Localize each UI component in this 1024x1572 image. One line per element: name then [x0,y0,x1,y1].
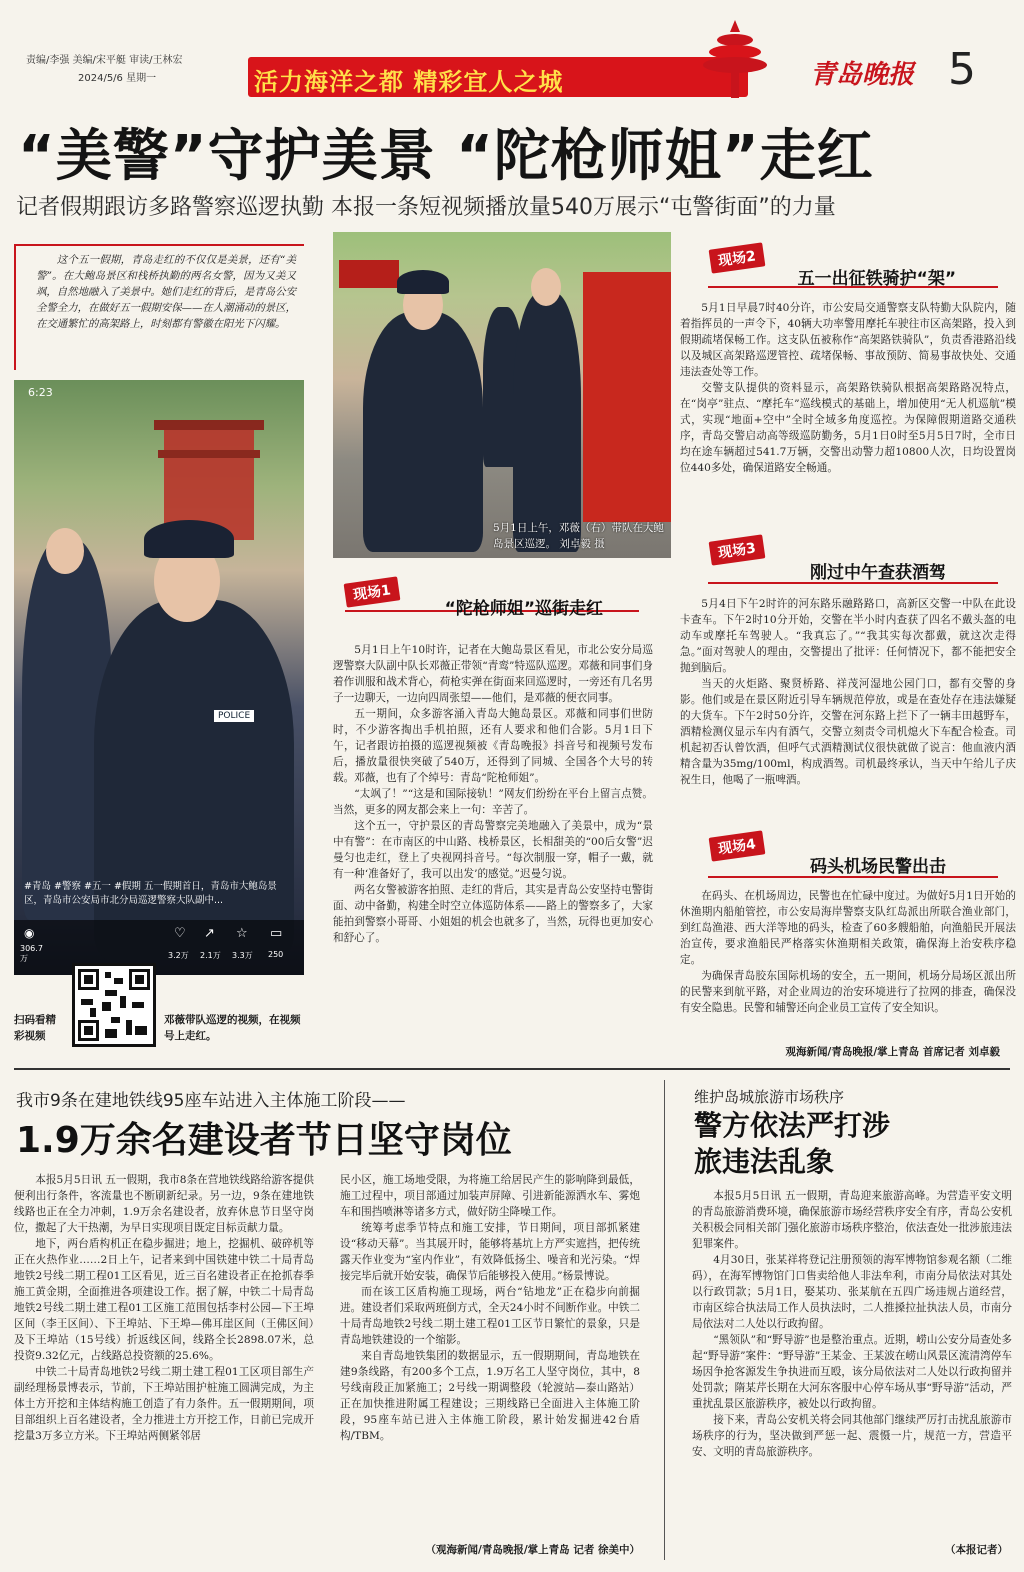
comment-icon[interactable]: ▭ [270,926,283,941]
comments-count: 250 [268,950,284,959]
phone-caption: #青岛 #警察 #五一 #假期 五一假期首日，青岛市大鲍岛景区，青岛市公安局市北分局巡逻警察大队副中... [24,881,277,906]
tourism-para: 接下来，青岛公安机关将会同其他部门继续严厉打击扰乱旅游市场秩序的行为，坚决做到严惩一起、震慑一片，规范一方，营造平安、文明的青岛旅游秩序。 [692,1414,1012,1458]
officer-right2 [513,292,581,552]
sec3-title: 刚过中午查获酒驾 [810,563,946,583]
main-byline: 观海新闻/青岛晚报/掌上青岛 首席记者 刘卓毅 [785,1046,1000,1058]
main-headline: “美警”守护美景 “陀枪师姐”走红 [18,124,874,189]
shares-count: 2.1万 [200,951,221,960]
metro-para: 统筹考虑季节特点和施工安排，节日期间，项目部抓紧建设“移动天幕”。当其展开时，能够将基坑上方严实遮挡，把传统露天作业变为“室内作业”，有效降低扬尘、噪音和光污染。“焊接完毕后就开始安装，确保节后能够投入使用。”杨景博说。 [340,1222,640,1282]
phone-time: 6:23 [28,386,53,399]
main-subhead: 记者假期跟访多路警察巡逻执勤 本报一条短视频播放量540万展示“屯警街面”的力量 [16,195,836,220]
officer-dengwei-cap [397,270,449,294]
slogan-banner [248,57,748,97]
fav-icon[interactable]: ☆ [236,926,248,941]
photo-caption: 5月1日上午，邓薇（右）带队在大鲍岛景区巡逻。 刘卓毅 摄 [493,522,664,550]
sec3-para: 5月4日下午2时许的河东路乐融路路口，高新区交警一中队在此设卡查车。下午2时10分开始，交警在半小时内查获了四名不戴头盔的电动车或摩托车驾驶人。“我真忘了。”“我其实每次都戴，就这次走得急。”面对驾驶人的理由，交警提出了批评：任何情况下，都不能把安全抛到脑后。 [680,598,1016,674]
metro-para: 本报5月5日讯 五一假期，我市8条在营地铁线路给游客提供便利出行条件，客流量也不断刷新纪录。另一边，9条在建地铁线路也正在全力冲刺，1.9万余名建设者，放弃休息节日坚守岗位，撒起了大干热潮，为早日实现项目既定目标贡献力量。 [14,1174,314,1234]
sec3-tag: 现场3 [709,534,766,565]
sec4-banner [708,826,998,878]
red-pavilion [583,272,671,522]
views-icon: ◉ [24,926,35,940]
metro-para: 民小区，施工场地受限，为将施工给居民产生的影响降到最低，施工过程中，项目部通过加装声屏障、引进新能源洒水车、雾炮车和围挡喷淋等诸多方式，做好防尘降噪工作。 [340,1174,640,1218]
patrol-photo [333,232,671,558]
sec4-tag: 现场4 [709,830,766,861]
sec1-banner [345,578,639,619]
police-badge: POLICE [214,710,254,722]
header-editors: 责编/李强 美编/宋平艇 审读/王林宏 [26,55,183,66]
sec3-body [680,596,1016,788]
sec1-body [333,642,653,946]
paper-logo: 青岛晚报 [810,60,915,90]
intro-box [14,244,304,370]
tourism-para: “黑领队”和“野导游”也是整治重点。近期，崂山公安分局查处多起“野导游”案件：“野导游”王某金、王某波在崂山风景区流清湾停车场因争抢客源发生争执进而互殴，该分局依法对二人处以行政拘留并处罚款；隋某芹长期在大河东客服中心停车场从事“野导游”活动，严重扰乱景区旅游秩序，被处以行政拘留。 [692,1334,1012,1410]
qr-label-left: 扫码看精彩视频 [14,1014,56,1042]
sec2-body [680,300,1016,476]
tourism-para: 本报5月5日讯 五一假期，青岛迎来旅游高峰。为营造平安文明的青岛旅游消费环境，确保旅游市场经营秩序安全有序，青岛公安机关积极会同相关部门强化旅游市场秩序整治，依法查处一批涉旅违法犯罪案件。 [692,1190,1012,1250]
header-date: 2024/5/6 星期一 [78,73,157,84]
column-divider [664,1080,665,1560]
sec3-banner [708,532,998,584]
metro-para: 来自青岛地铁集团的数据显示，五一假期期间，青岛地铁在建9条线路，有200多个工点，1.9万名工人坚守岗位，其中，8号线南段正加紧施工；2号线一期调整段（轮渡站—泰山路站）正在加快推进附属工程建设；三期线路已全面进入主体施工阶段，95座车站已进入主体施工阶段，累计始发掘进42台盾构/TBM。 [340,1350,640,1442]
sec2-banner [708,238,998,288]
sec3-para: 当天的火炬路、聚贤桥路、祥茂河湿地公园门口，都有交警的身影。他们或是在景区附近引导车辆规范停放，或是在查处存在违法嫌疑的大货车。下午2时50分许，交警在河东路上拦下了一辆丰田越野车，酒精检测仪显示车内有酒气，交警立刻责令司机熄火下车配合检查。司机起初否认曾饮酒，但呼气式酒精测试仪很快就做了说言：他血液内酒精含量为35mg/100ml，构成酒驾。司机最终承认，当天中午给儿子庆祝生日，他喝了一瓶啤酒。 [680,678,1016,786]
sec4-body [680,888,1016,1016]
officer-dengwei [363,312,483,552]
sec1-para: “太飒了！”“这是和国际接轨！”网友们纷纷在平台上留言点赞。当然，更多的网友都会来上一句：辛苦了。 [333,788,653,816]
sec2-para: 5月1日早晨7时40分许，市公安局交通警察支队特勤大队院内，随着指挥员的一声令下，40辆大功率警用摩托车驶往市区高架路，投入到假期疏堵保畅工作。这支队伍被称作“高架路铁骑队”，负责香港路沿线以及城区高架路巡逻管控、疏堵保畅、事故预防、简易事故快处、交通违法查处等工作。 [680,302,1016,378]
sec1-para: 两名女警被游客拍照、走红的背后，其实是青岛公安坚持屯警街面、动中备勤，构建全时空立体巡防体系——路上的警察多了，大家能拍到警察小哥哥、小姐姐的机会也就多了，当然，玩得也更加安心和舒心了。 [333,884,653,944]
officer-right2-head [531,268,561,306]
metro-para: 中铁二十局青岛地铁2号线二期土建工程01工区项目部生产副经理杨景博表示，节前，下王埠站围护桩施工圆满完成，为主体土方开挖和主体结构施工创造了有力条件。五一假期期间，项目部组织上百名建设者，全力推进土方开挖工作，日前已完成开挖量3万多立方米。下王埠站两侧紧邻居 [14,1366,314,1442]
likes-count: 3.2万 [168,951,189,960]
sec1-tag: 现场1 [344,576,401,607]
share-icon[interactable]: ↗ [204,926,215,941]
metro-para: 而在该工区盾构施工现场，两台“钻地龙”正在稳步向前掘进。建设者们采取两班倒方式，全天24小时不间断作业。中铁二十局青岛地铁2号线二期土建工程01工区节日繁忙的景象，只是青岛地铁建设的一个缩影。 [340,1286,640,1346]
sec1-para: 五一期间，众多游客涌入青岛大鲍岛景区。邓薇和同事们世防时，不少游客掏出手机拍照，还有人要求和他们合影。5月1日下午，记者跟访拍摄的巡逻视频被《青岛晚报》抖音号和视频号发布后，播放量很快突破了540万，还得到了同城、全国各个大号的转载。邓薇，也有了个绰号：青岛“陀枪师姐”。 [333,708,653,784]
metro-para: 地下，两台盾构机正在稳步掘进；地上，挖掘机、破碎机等正在火热作业……2日上午，记者来到中国铁建中铁二十局青岛地铁2号线二期工程01工区看见，近三百名建设者正在抢抓春季施工黄金期，全面推进各项建设工作。据了解，中铁二十局青岛地铁2号线二期土建工程01工区施工范围包括李村公园—下王埠区间（李王区间）、下王埠站、下王埠—佛耳崖区间（王佛区间）及下王埠站（15号线）折返线区间，线路全长2898.07米，总投资9.32亿元，占线路总投资额的25.6%。 [14,1238,314,1362]
metro-headline: 1.9万余名建设者节日坚守岗位 [16,1120,512,1161]
section-divider [14,1068,1010,1070]
officer-cap [144,520,234,558]
metro-col1 [14,1172,314,1444]
qr-label-right: 邓薇带队巡逻的视频，在视频号上走红。 [164,1014,301,1042]
phone-screenshot [14,380,304,975]
phone-stats-bar [14,920,304,975]
page-number: 5 [948,44,976,95]
qr-code[interactable] [72,963,156,1047]
sec1-title: “陀枪师姐”巡街走红 [444,599,603,619]
metro-kicker: 我市9条在建地铁线95座车站进入主体施工阶段—— [16,1091,406,1111]
intro-text: 这个五一假期，青岛走红的不仅仅是美景，还有“美警”。在大鲍岛景区和栈桥执勤的两名女警，因为又美又飒，自然地融入了美景中。她们走红的背后，是青岛公安全警全力，在做好五一假期安保——在人潮涌动的景区，在交通繁忙的高架路上，时刻都有警徽在阳光下闪耀。 [36,254,296,330]
tourism-body [692,1188,1012,1460]
metro-col2 [340,1172,640,1444]
sec1-para: 5月1日上午10时许，记者在大鲍岛景区看见，市北公安分局巡逻警察大队副中队长邓薇正带领“青鸾”特巡队巡逻。邓薇和同事们身着作训服和战术背心，荷枪实弹在街面来回巡逻时，一旁还有几名男子一边聊天，一边向四周张望——他们，是邓薇的便衣同事。 [333,644,653,704]
sec2-tag: 现场2 [709,242,766,273]
sec4-title: 码头机场民警出击 [810,857,946,877]
views-count: 306.7万 [20,944,43,963]
sec2-para: 交警支队提供的资料显示，高架路铁骑队根据高架路路况特点，在“岗亭”驻点、“摩托车”巡线模式的基础上，增加使用“无人机巡航”模式，实现“地面+空中”全时全域多角度巡控。为保障假期道路交通秩序，青岛交警启动高等级巡防勤务，5月1日0时至5月5日7时，全市日均在途车辆超过541.7万辆，交警出动警力超10800人次，日均设置岗位440多处，确保道路安全畅通。 [680,382,1016,474]
favs-count: 3.3万 [232,951,253,960]
sec1-para: 这个五一，守护景区的青岛警察完美地融入了美景中，成为“景中有警”：在市南区的中山路、栈桥景区，长相甜美的“00后女警”迟曼匀也走红，登上了央视网抖音号。“每次制服一穿，帽子一戴，就有一种‘准备好了，我可以出发’的感觉。”迟曼匀说。 [333,820,653,880]
tourism-kicker: 维护岛城旅游市场秩序 [694,1088,845,1106]
slogan-text: 活力海洋之都 精彩宜人之城 [254,68,564,96]
sec4-para: 为确保青岛胶东国际机场的安全，五一期间，机场分局场区派出所的民警来到航平路，对企业周边的治安环境进行了拉网的排查，确保没有安全隐患。民警和辅警还向企业员工宣传了安全知识。 [680,970,1016,1014]
tower-logo [700,18,770,100]
tourism-para: 4月30日，张某祥将登记注册预领的海军博物馆参观名额（二维码），在海军博物馆门口售卖给他人非法牟利，市南分局依法对其处以行政罚款；5月1日，娶某功、张某航在五四广场违规占道经营，市南区综合执法局工作人员执法时，二人推搡拉扯执法人员，市南分局依法对二人处以行政拘留。 [692,1254,1012,1330]
tourism-byline: （本报记者） [945,1544,1008,1556]
tourism-headline: 警方依法严打涉旅违法乱象 [694,1109,891,1178]
metro-byline: （观海新闻/青岛晚报/掌上青岛 记者 徐美中） [425,1544,640,1556]
sec4-para: 在码头、在机场周边，民警也在忙碌中度过。为做好5月1日开始的休渔期内船舶管控，市公安局海岸警察支队红岛派出所联合渔业部门，到红岛渔港、西大洋等地的码头，检查了60多艘船舶，向渔船民开展法治宣传，要求渔船民严格落实休渔期相关政策，确保海上治安秩序稳定。 [680,890,1016,966]
like-icon[interactable]: ♡ [174,926,186,941]
sec2-title: 五一出征铁骑护“架” [797,269,956,289]
officer-left-head [46,528,84,574]
shop-sign [339,260,399,288]
